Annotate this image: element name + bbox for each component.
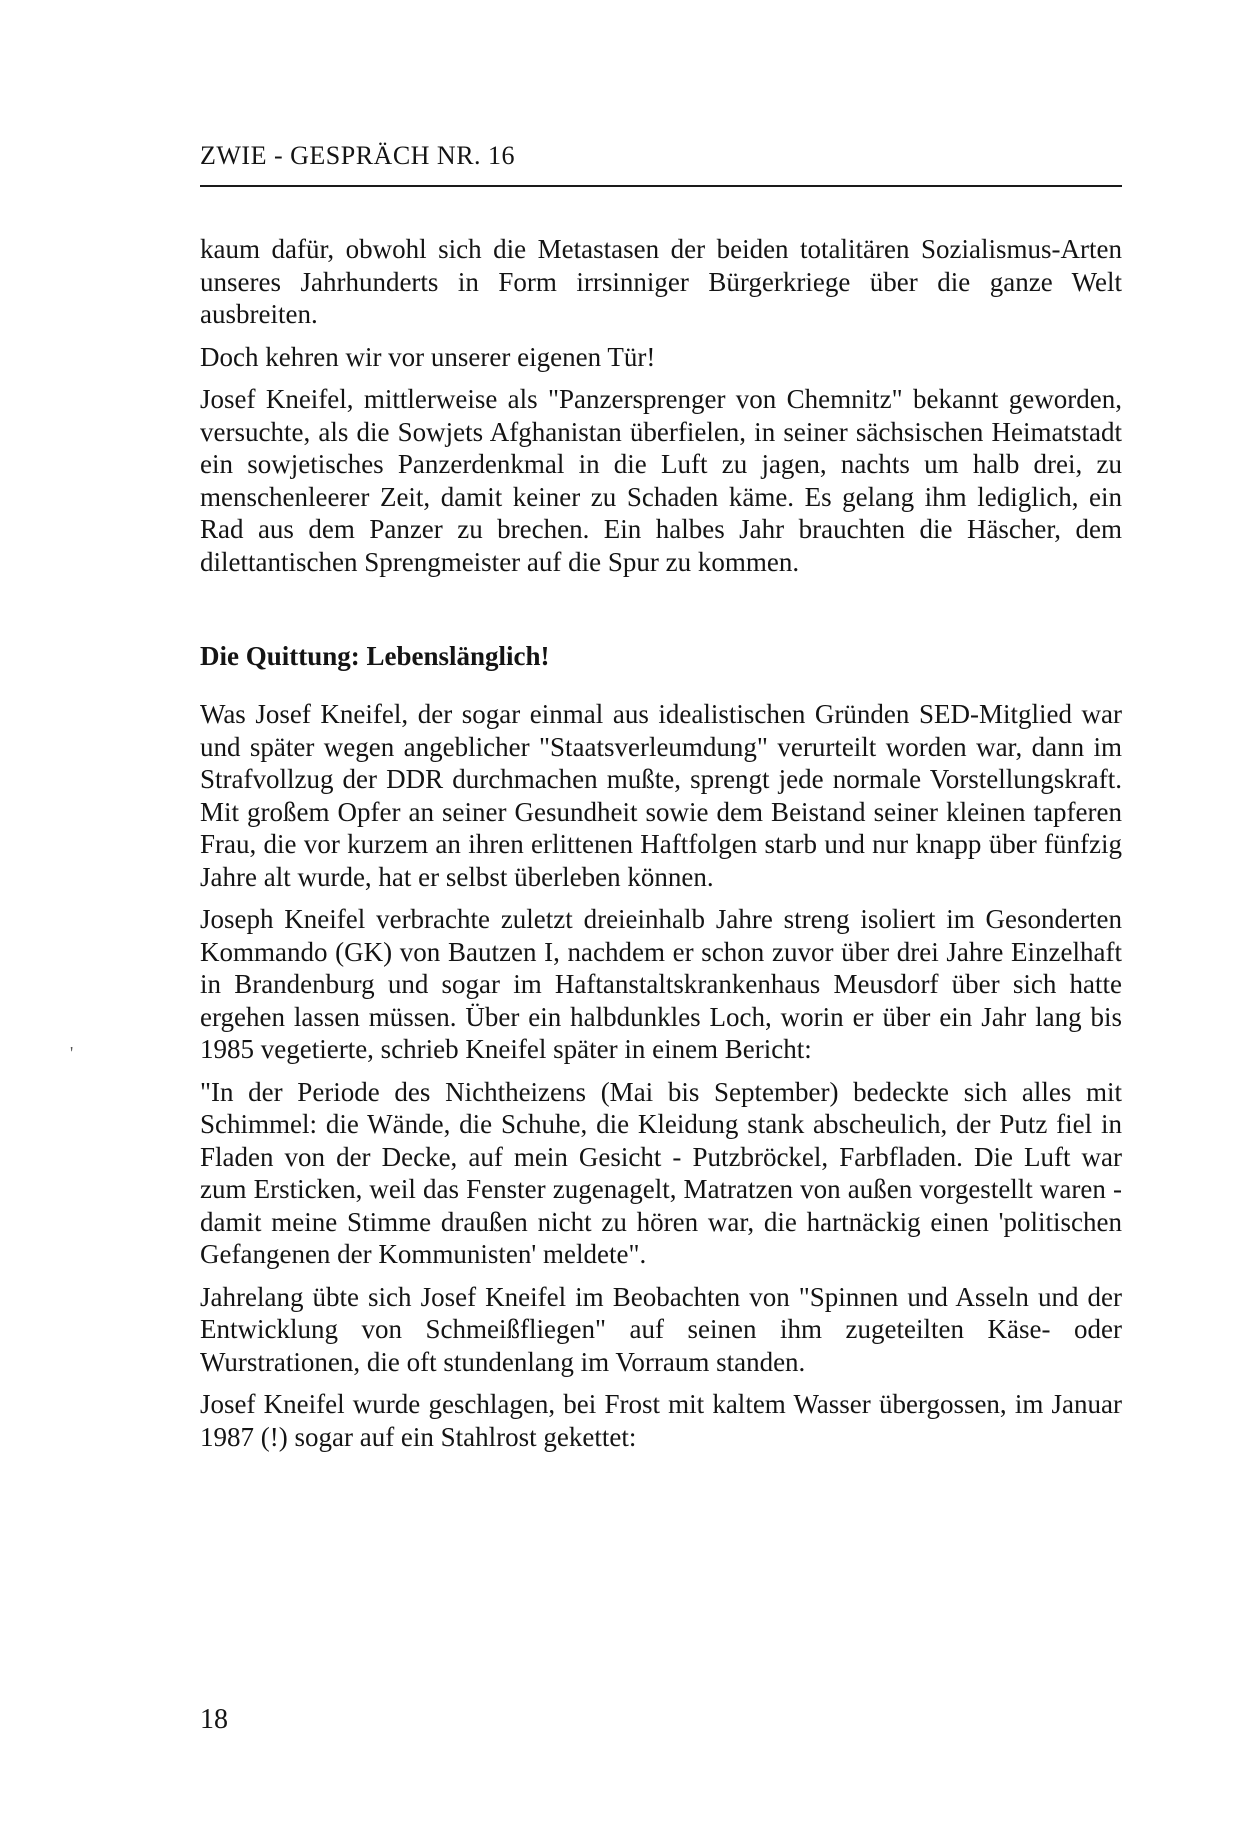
margin-mark: ' [70, 1043, 74, 1063]
paragraph: Josef Kneifel wurde geschlagen, bei Frost mit kaltem Wasser übergossen, im Januar 1987 (!) sogar auf ein Stahlrost gekettet: [200, 1389, 1122, 1452]
paragraph: Jahrelang übte sich Josef Kneifel im Beobachten von "Spinnen und Asseln und der Entwicklung von Schmeißfliegen" auf seinen ihm zugeteilten Käse- oder Wurstrationen, die oft stundenlang im Vorraum standen. [200, 1281, 1122, 1377]
paragraph: Josef Kneifel, mittlerweise als "Panzersprenger von Chemnitz" bekannt geworden, versuchte, als die Sowjets Afghanistan überfielen, in seiner sächsischen Heimatstadt ein sowjetisches Panzerdenkmal in die Luft zu jagen, nachts um halb drei, zu menschenleerer Zeit, damit keiner zu Schaden käme. Es gelang ihm lediglich, ein Rad aus dem Panzer zu brechen. Ein halbes Jahr brauchten die Häscher, dem dilettantischen Sprengmeister auf die Spur zu kommen. [200, 384, 1122, 577]
paragraph: kaum dafür, obwohl sich die Metastasen der beiden totalitären Sozialismus-Arten unseres Jahrhunderts in Form irrsinniger Bürgerkriege über die ganze Welt ausbreiten. [200, 234, 1122, 329]
running-header: ZWIE - GESPRÄCH NR. 16 [200, 141, 516, 170]
page-number: 18 [200, 1704, 228, 1735]
paragraph: Doch kehren wir vor unserer eigenen Tür! [200, 341, 656, 372]
paragraph: Joseph Kneifel verbrachte zuletzt dreieinhalb Jahre streng isoliert im Gesonderten Kommando (GK) von Bautzen I, nachdem er schon zuvor über drei Jahre Einzelhaft in Brandenburg und sogar im Haftanstaltskrankenhaus Meusdorf über sich hatte ergehen lassen müssen. Über ein halbdunkles Loch, worin er über ein Jahr lang bis 1985 vegetierte, schrieb Kneifel später in einem Bericht: [200, 904, 1122, 1064]
section-heading: Die Quittung: Lebenslänglich! [200, 641, 550, 671]
paragraph: Was Josef Kneifel, der sogar einmal aus idealistischen Gründen SED-Mitglied war und später wegen angeblicher "Staatsverleumdung" verurteilt worden war, dann im Strafvollzug der DDR durchmachen mußte, sprengt jede normale Vorstellungskraft. Mit großem Opfer an seiner Gesundheit sowie dem Beistand seiner kleinen tapferen Frau, die vor kurzem an ihren erlittenen Haftfolgen starb und nur knapp über fünfzig Jahre alt wurde, hat er selbst überleben können. [200, 699, 1122, 892]
paragraph: "In der Periode des Nichtheizens (Mai bis September) bedeckte sich alles mit Schimmel: die Wände, die Schuhe, die Kleidung stank abscheulich, der Putz fiel in Fladen von der Decke, auf mein Gesicht - Putzbröckel, Farbfladen. Die Luft war zum Ersticken, weil das Fenster zugenagelt, Matratzen von außen vorgestellt waren - damit meine Stimme draußen nicht zu hören war, die hartnäckig einen 'politischen Gefangenen der Kommunisten' meldete". [200, 1076, 1122, 1269]
body-text [200, 233, 1122, 1463]
header-rule [200, 185, 1122, 187]
